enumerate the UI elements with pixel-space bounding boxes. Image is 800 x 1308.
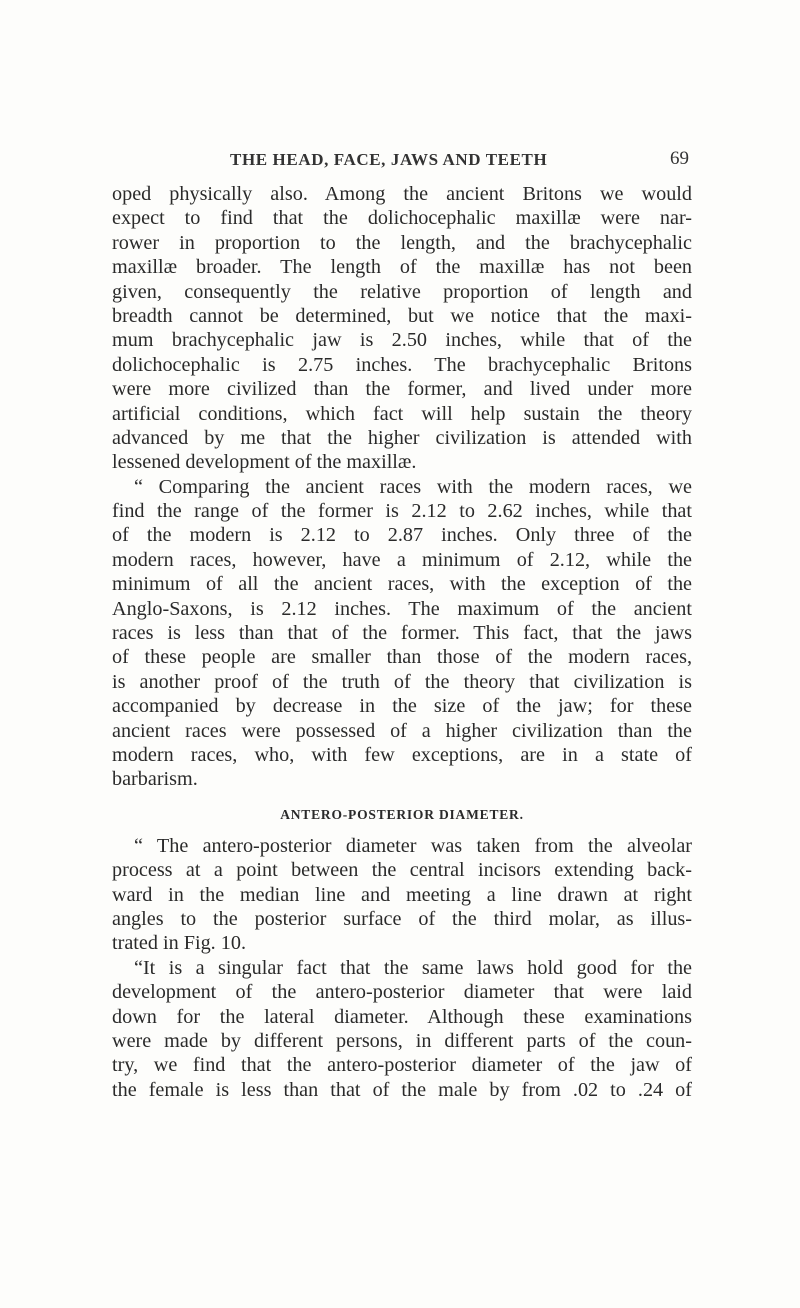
text-line: modern races, however, have a minimum of 2.12, while the xyxy=(112,548,692,571)
text-line: is another proof of the truth of the theory that civilization is xyxy=(112,670,692,693)
text-line: “It is a singular fact that the same laws hold good for the xyxy=(134,956,692,979)
text-line: modern races, who, with few exceptions, are in a state of xyxy=(112,743,692,766)
text-line: process at a point between the central incisors extending back- xyxy=(112,859,692,882)
section-heading: ANTERO-POSTERIOR DIAMETER. xyxy=(280,806,524,822)
body-text xyxy=(112,182,692,1102)
paragraph xyxy=(112,956,692,1102)
text-line: of the modern is 2.12 to 2.87 inches. Only three of the xyxy=(112,524,692,547)
text-line: artificial conditions, which fact will help sustain the theory xyxy=(112,402,692,425)
page-number: 69 xyxy=(670,148,689,169)
text-line: mum brachycephalic jaw is 2.50 inches, while that of the xyxy=(112,329,692,352)
text-line: “ Comparing the ancient races with the modern races, we xyxy=(134,475,692,498)
text-line: down for the lateral diameter. Although these examinations xyxy=(112,1005,692,1028)
text-line: dolichocephalic is 2.75 inches. The brachycephalic Britons xyxy=(112,353,692,376)
paragraph xyxy=(112,475,692,792)
text-line: accompanied by decrease in the size of the jaw; for these xyxy=(112,695,692,718)
paragraph xyxy=(112,834,692,956)
text-line: expect to find that the dolichocephalic maxillæ were nar- xyxy=(112,207,692,230)
text-line: minimum of all the ancient races, with the exception of the xyxy=(112,573,692,596)
text-line: races is less than that of the former. This fact, that the jaws xyxy=(112,622,692,645)
text-line: barbarism. xyxy=(112,768,198,791)
text-line: angles to the posterior surface of the third molar, as illus- xyxy=(112,907,692,930)
paragraph xyxy=(112,182,692,475)
text-line: oped physically also. Among the ancient Britons we would xyxy=(112,183,692,205)
text-line: maxillæ broader. The length of the maxillæ has not been xyxy=(112,256,692,279)
text-line: ancient races were possessed of a higher civilization than the xyxy=(112,719,692,742)
text-line: try, we find that the antero-posterior diameter of the jaw of xyxy=(112,1054,692,1077)
text-line: Anglo-Saxons, is 2.12 inches. The maximum of the ancient xyxy=(112,597,692,620)
text-line: development of the antero-posterior diameter that were laid xyxy=(112,981,692,1004)
text-line: of these people are smaller than those of the modern races, xyxy=(112,646,692,669)
text-line: the female is less than that of the male by from .02 to .24 of xyxy=(112,1078,692,1101)
text-line: were made by different persons, in different parts of the coun- xyxy=(112,1029,692,1052)
text-line: find the range of the former is 2.12 to 2.62 inches, while that xyxy=(112,500,692,523)
text-line: advanced by me that the higher civilization is attended with xyxy=(112,426,692,449)
text-line: ward in the median line and meeting a line drawn at right xyxy=(112,883,692,906)
text-line: “ The antero-posterior diameter was taken from the alveolar xyxy=(134,834,692,857)
running-head: THE HEAD, FACE, JAWS AND TEETH xyxy=(230,150,548,169)
text-line: given, consequently the relative proportion of length and xyxy=(112,280,692,303)
text-line: lessened development of the maxillæ. xyxy=(112,451,417,474)
text-line: trated in Fig. 10. xyxy=(112,932,247,955)
text-line: were more civilized than the former, and lived under more xyxy=(112,378,692,401)
text-line: breadth cannot be determined, but we notice that the maxi- xyxy=(112,304,692,327)
text-line: rower in proportion to the length, and the brachycephalic xyxy=(112,231,692,254)
